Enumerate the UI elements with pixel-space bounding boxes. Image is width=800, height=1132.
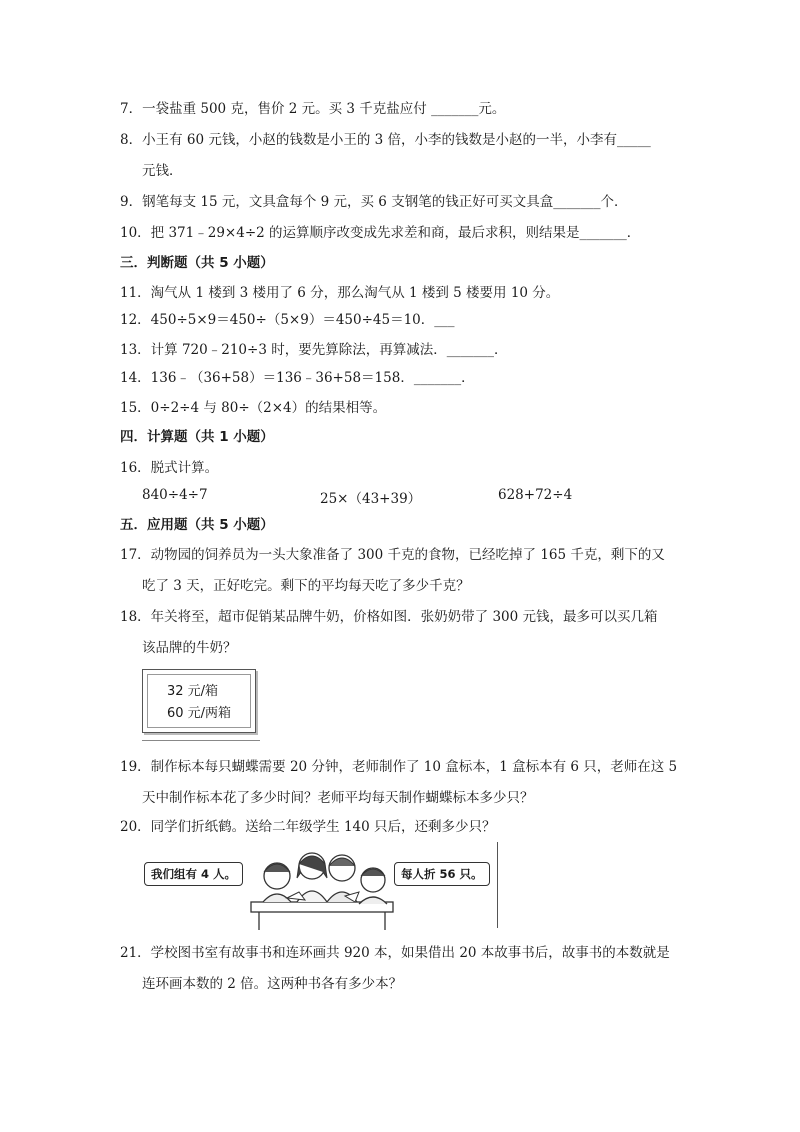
question-21-cont: 连环画本数的 2 倍。这两种书各有多少本？ bbox=[142, 976, 403, 992]
section-4-heading: 四．计算题（共 1 小题） bbox=[120, 429, 274, 445]
section-3-heading: 三．判断题（共 5 小题） bbox=[120, 255, 274, 271]
question-16: 16．脱式计算。 bbox=[120, 460, 219, 476]
question-11: 11．淘气从 1 楼到 3 楼用了 6 分，那么淘气从 1 楼到 5 楼要用 10 分。 bbox=[120, 285, 560, 301]
question-8: 8．小王有 60 元钱，小赵的钱数是小王的 3 倍，小李的钱数是小赵的一半，小李有_____ bbox=[120, 132, 651, 148]
question-20: 20．同学们折纸鹤。送给二年级学生 140 只后，还剩多少只？ bbox=[120, 819, 496, 835]
question-18-cont: 该品牌的牛奶？ bbox=[142, 640, 237, 656]
children-folding-cranes-icon bbox=[247, 842, 397, 930]
question-8-cont: 元钱． bbox=[142, 163, 183, 179]
price-per-box: 32 元/箱 bbox=[167, 684, 219, 699]
question-10: 10．把 371﹣29×4÷2 的运算顺序改变成先求差和商，最后求积，则结果是_______． bbox=[120, 225, 641, 241]
price-per-two-boxes: 60 元/两箱 bbox=[167, 706, 232, 721]
section-5-heading: 五．应用题（共 5 小题） bbox=[120, 517, 274, 533]
question-19-cont: 天中制作标本花了多少时间？老师平均每天制作蝴蝶标本多少只？ bbox=[142, 790, 534, 806]
price-sign-underline bbox=[142, 740, 260, 741]
question-12: 12．450÷5×9＝450÷（5×9）＝450÷45＝10．___ bbox=[120, 312, 455, 328]
question-17: 17．动物园的饲养员为一头大象准备了 300 千克的食物，已经吃掉了 165 千克，剩下的又 bbox=[120, 547, 665, 563]
illustration-divider bbox=[497, 842, 498, 928]
question-19: 19．制作标本每只蝴蝶需要 20 分钟，老师制作了 10 盒标本，1 盒标本有 6 只，老师在这 5 bbox=[120, 759, 678, 775]
question-17-cont: 吃了 3 天，正好吃完。剩下的平均每天吃了多少千克？ bbox=[142, 578, 470, 594]
question-13: 13．计算 720﹣210÷3 时，要先算除法，再算减法．_______． bbox=[120, 342, 508, 358]
calc-expression-3: 628+72÷4 bbox=[498, 487, 573, 503]
paper-crane-illustration bbox=[142, 842, 500, 930]
calc-expression-2: 25×（43+39） bbox=[320, 491, 422, 507]
milk-price-sign bbox=[142, 669, 256, 733]
question-21: 21．学校图书室有故事书和连环画共 920 本，如果借出 20 本故事书后，故事书的本数就是 bbox=[120, 945, 670, 961]
question-14: 14．136﹣（36+58）＝136﹣36+58＝158．_______． bbox=[120, 370, 475, 386]
question-7: 7．一袋盐重 500 克，售价 2 元。买 3 千克盐应付 _______元。 bbox=[120, 101, 506, 117]
speech-bubble-group-size: 我们组有 4 人。 bbox=[144, 862, 243, 886]
question-15: 15．0÷2÷4 与 80÷（2×4）的结果相等。 bbox=[120, 400, 387, 416]
calc-expression-1: 840÷4÷7 bbox=[142, 487, 208, 503]
question-18: 18．年关将至，超市促销某品牌牛奶，价格如图．张奶奶带了 300 元钱，最多可以买几箱 bbox=[120, 609, 658, 625]
question-9: 9．钢笔每支 15 元，文具盒每个 9 元，买 6 支钢笔的钱正好可买文具盒_______个． bbox=[120, 194, 628, 210]
speech-bubble-per-person: 每人折 56 只。 bbox=[394, 862, 490, 886]
